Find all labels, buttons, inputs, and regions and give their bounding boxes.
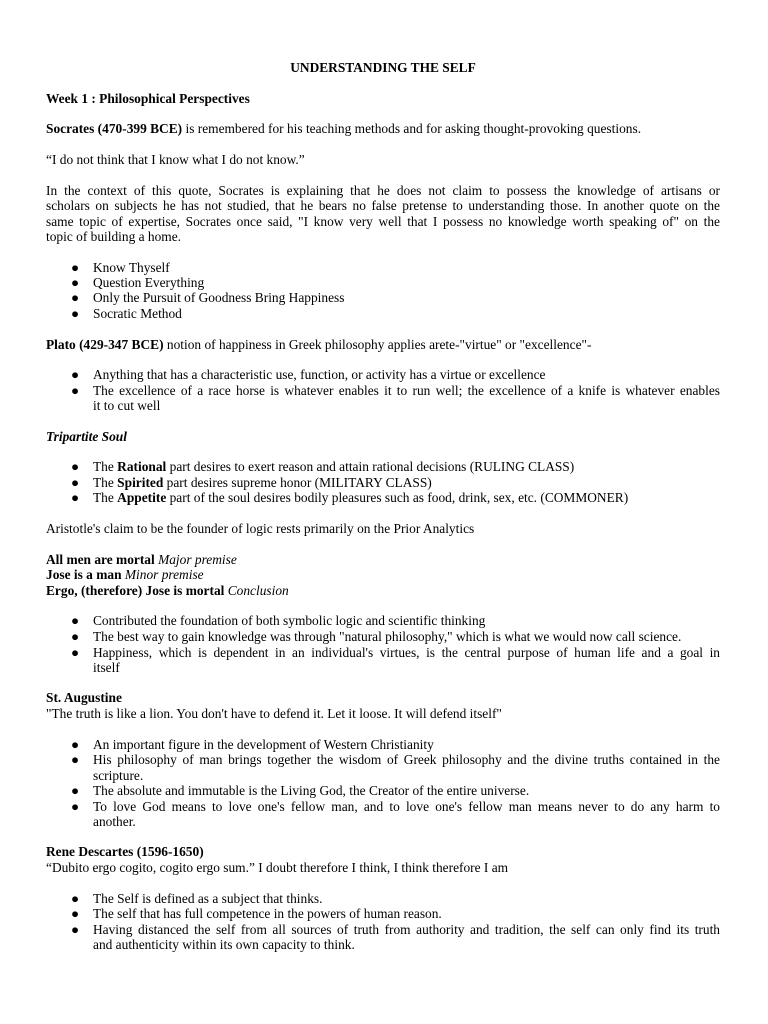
list-item-text: Socratic Method [93, 306, 182, 321]
list-item-text: itself [93, 660, 120, 675]
bullet-icon: ● [71, 475, 80, 490]
list-item-text: Know Thyself [93, 260, 170, 275]
list-item-text: To love God means to love one's fellow man, and to love one's fellow man means never to do any harm to [93, 799, 720, 814]
bullet-icon: ● [71, 290, 80, 305]
bullet-icon: ● [71, 752, 80, 767]
socrates-para-line: In the context of this quote, Socrates is explaining that he does not claim to possess the knowledge of artisans or [46, 183, 720, 198]
bullet-icon: ● [71, 490, 80, 505]
item-rest: part desires supreme honor (MILITARY CLASS) [163, 475, 432, 490]
list-item-text: The absolute and immutable is the Living God, the Creator of the entire universe. [93, 783, 530, 798]
item-prefix: The [93, 475, 118, 490]
list-item-text: An important figure in the development of Western Christianity [93, 737, 434, 752]
week-heading: Week 1 : Philosophical Perspectives [46, 91, 250, 106]
item-keyword: Spirited [117, 475, 164, 490]
bullet-icon: ● [71, 645, 80, 660]
item-prefix: The [93, 459, 118, 474]
list-item-text: Only the Pursuit of Goodness Bring Happiness [93, 290, 345, 305]
page-title: UNDERSTANDING THE SELF [290, 60, 476, 75]
list-item-text: The best way to gain knowledge was through "natural philosophy," which is what we would now call science. [93, 629, 682, 644]
premise-label: Major premise [158, 552, 237, 567]
premise-label: Minor premise [124, 567, 204, 582]
syllogism-line [46, 552, 720, 568]
socrates-para-line: same topic of expertise, Socrates once said, "I know very well that I possess no knowledge worth speaking of" on the [46, 214, 720, 229]
bullet-icon: ● [71, 799, 80, 814]
plato-intro-text: notion of happiness in Greek philosophy applies arete-"virtue" or "excellence"- [163, 337, 592, 352]
list-item-text: another. [93, 814, 136, 829]
premise-text: Ergo, (therefore) Jose is mortal [46, 583, 228, 598]
bullet-icon: ● [71, 459, 80, 474]
bullet-icon: ● [71, 275, 80, 290]
item-keyword: Rational [117, 459, 167, 474]
list-item-text: The excellence of a race horse is whatever enables it to run well; the excellence of a knife is whatever enables [93, 383, 720, 398]
bullet-icon: ● [71, 906, 80, 921]
socrates-quote: “I do not think that I know what I do not know.” [46, 152, 305, 167]
aristotle-claim: Aristotle's claim to be the founder of logic rests primarily on the Prior Analytics [46, 521, 475, 536]
augustine-quote: "The truth is like a lion. You don't have to defend it. Let it loose. It will defend itself" [46, 706, 502, 721]
bullet-icon: ● [71, 367, 80, 382]
list-item-text: Having distanced the self from all sources of truth from authority and tradition, the self can only find its truth [93, 922, 720, 937]
bullet-icon: ● [71, 306, 80, 321]
list-item-text: The self that has full competence in the powers of human reason. [93, 906, 442, 921]
syllogism-line [46, 583, 720, 599]
socrates-intro [46, 121, 720, 137]
bullet-icon: ● [71, 891, 80, 906]
bullet-icon: ● [71, 629, 80, 644]
bullet-icon: ● [71, 613, 80, 628]
socrates-para-line: scholars on subjects he has not studied, that he bears no false pretense to understanding those. In another quote on the [46, 198, 720, 213]
list-item-text: His philosophy of man brings together the wisdom of Greek philosophy and the divine truths contained in the [93, 752, 720, 767]
descartes-quote: “Dubito ergo cogito, cogito ergo sum.” I doubt therefore I think, I think therefore I am [46, 860, 509, 875]
plato-intro [46, 337, 720, 353]
socrates-para-line: topic of building a home. [46, 229, 181, 244]
syllogism-line [46, 567, 720, 583]
list-item-text: it to cut well [93, 398, 161, 413]
item-rest: part desires to exert reason and attain rational decisions (RULING CLASS) [166, 459, 575, 474]
list-item-text: Happiness, which is dependent in an individual's virtues, is the central purpose of human life and a goal in [93, 645, 720, 660]
list-item-text: The Self is defined as a subject that thinks. [93, 891, 323, 906]
bullet-icon: ● [71, 383, 80, 398]
bullet-icon: ● [71, 783, 80, 798]
bullet-icon: ● [71, 737, 80, 752]
item-keyword: Appetite [117, 490, 167, 505]
bullet-icon: ● [71, 260, 80, 275]
augustine-heading: St. Augustine [46, 690, 122, 705]
bullet-icon: ● [71, 922, 80, 937]
premise-label: Conclusion [227, 583, 289, 598]
list-item-text: Question Everything [93, 275, 205, 290]
list-item-text: Contributed the foundation of both symbolic logic and scientific thinking [93, 613, 486, 628]
descartes-heading: Rene Descartes (1596-1650) [46, 844, 204, 859]
list-item-text: and authenticity within its own capacity to think. [93, 937, 355, 952]
list-item-text: Anything that has a characteristic use, function, or activity has a virtue or excellence [93, 367, 546, 382]
socrates-intro-text: is remembered for his teaching methods and for asking thought-provoking questions. [182, 121, 642, 136]
socrates-name: Socrates (470-399 BCE) [46, 121, 183, 136]
tripartite-heading: Tripartite Soul [46, 429, 127, 444]
plato-name: Plato (429-347 BCE) [46, 337, 164, 352]
list-item-text: scripture. [93, 768, 144, 783]
premise-text: All men are mortal [46, 552, 159, 567]
premise-text: Jose is a man [46, 567, 125, 582]
item-prefix: The [93, 490, 118, 505]
item-rest: part of the soul desires bodily pleasures such as food, drink, sex, etc. (COMMONER) [166, 490, 629, 505]
